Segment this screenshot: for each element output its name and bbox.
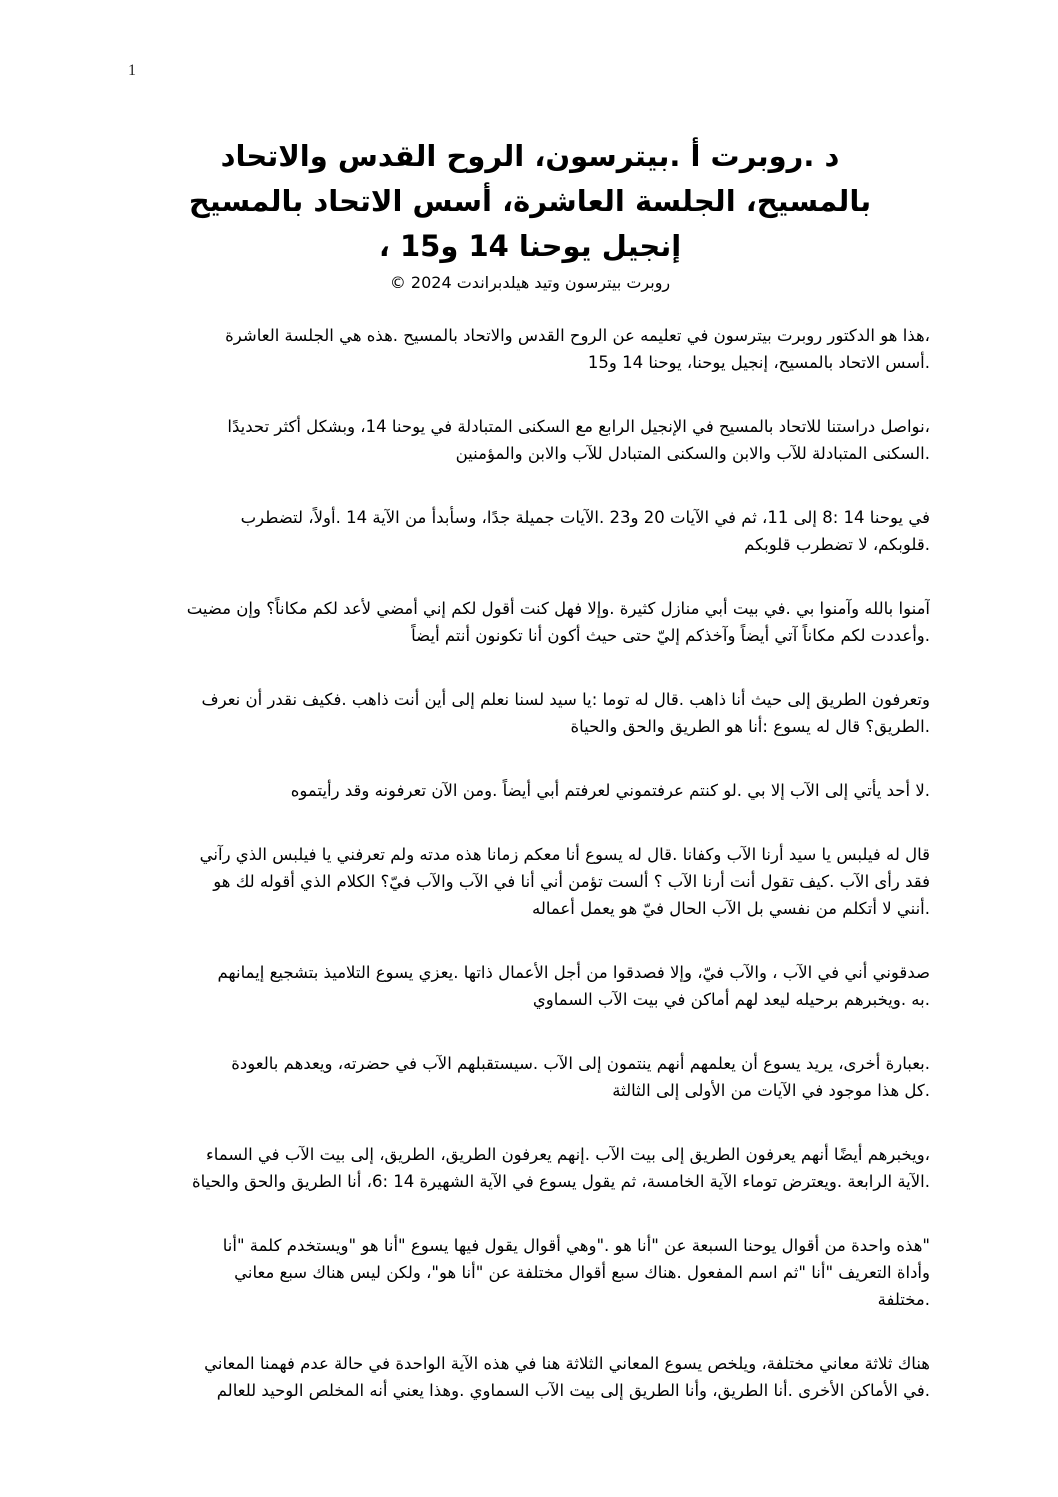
text-line: وتعرفون الطريق إلى حيث أنا ذاهب .قال له توما :يا سيد لسنا نعلم إلى أين أنت ذاهب .فكيف نقدر أن نعرف — [201, 690, 930, 709]
text-line: هناك ثلاثة معاني مختلفة، ويلخص يسوع المعاني الثلاثة هنا في هذه الآية الواحدة في حالة عدم فهمنا المعاني — [204, 1354, 930, 1373]
document-body — [130, 322, 930, 1441]
text-line: .وأعددت لكم مكاناً آتي أيضاً وآخذكم إليّ حتى حيث أكون أنا تكونون أنتم أيضاً — [411, 626, 930, 645]
text-line: صدقوني أني في الآب ، والآب فيّ، وإلا فصدقوا من أجل الأعمال ذاتها .يعزي يسوع التلاميذ بتشجيع إيمانهم — [217, 963, 930, 982]
text-line: آمنوا بالله وآمنوا بي .في بيت أبي منازل كثيرة .وإلا فهل كنت أقول لكم إني أمضي لأعد لكم مكاناً؟ وإن مضيت — [186, 599, 930, 618]
paragraph — [130, 595, 930, 649]
text-line: "هذه واحدة من أقوال يوحنا السبعة عن "أنا هو ."وهي أقوال يقول فيها يسوع "أنا هو "ويستخدم كلمة "أنا — [222, 1236, 930, 1255]
paragraph — [130, 1141, 930, 1195]
text-line: .لا أحد يأتي إلى الآب إلا بي .لو كنتم عرفتموني لعرفتم أبي أيضاً .ومن الآن تعرفونه وقد رأيتموه — [290, 781, 930, 800]
title-block — [130, 134, 930, 295]
text-line: ،هذا هو الدكتور روبرت بيترسون في تعليمه عن الروح القدس والاتحاد بالمسيح .هذه هي الجلسة العاشرة — [225, 326, 930, 345]
title-line: إنجيل يوحنا 14 و15 ، — [378, 229, 682, 263]
text-line: .بعبارة أخرى، يريد يسوع أن يعلمهم أنهم ينتمون إلى الآب .سيستقبلهم الآب في حضرته، ويعدهم بالعودة — [231, 1054, 930, 1073]
title-line: د .روبرت أ .بيترسون، الروح القدس والاتحاد — [220, 139, 840, 173]
paragraph — [130, 959, 930, 1013]
text-line: في يوحنا 14 :8 إلى 11، ثم في الآيات 20 و23 .الآيات جميلة جدًا، وسأبدأ من الآية 14 .أولاً، لتضطرب — [240, 508, 930, 527]
paragraph — [130, 1050, 930, 1104]
paragraph — [130, 686, 930, 740]
text-line: .كل هذا موجود في الآيات من الأولى إلى الثالثة — [612, 1081, 930, 1100]
paragraph — [130, 413, 930, 467]
text-line: .في الأماكن الأخرى .أنا الطريق، وأنا الطريق إلى بيت الآب السماوي .وهذا يعني أنه المخلص الوحيد للعالم — [216, 1381, 930, 1400]
text-line: ،نواصل دراستنا للاتحاد بالمسيح في الإنجيل الرابع مع السكنى المتبادلة في يوحنا 14، وبشكل أكثر تحديدًا — [227, 417, 930, 436]
text-line: .أنني لا أتكلم من نفسي بل الآب الحال فيّ هو يعمل أعماله — [531, 899, 930, 918]
paragraph — [130, 504, 930, 558]
text-line: .قلوبكم، لا تضطرب قلوبكم — [744, 535, 930, 554]
text-line: .مختلفة — [877, 1290, 930, 1309]
paragraph — [130, 777, 930, 804]
text-line: فقد رأى الآب .كيف تقول أنت أرنا الآب ؟ ألست تؤمن أني أنا في الآب والآب فيّ؟ الكلام الذي أقوله لك هو — [213, 872, 930, 891]
text-line: ،ويخبرهم أيضًا أنهم يعرفون الطريق إلى بيت الآب .إنهم يعرفون الطريق، الطريق، إلى بيت الآب في السماء — [206, 1145, 930, 1164]
text-line: وأداة التعريف "أنا "ثم اسم المفعول .هناك سبع أقوال مختلفة عن "أنا هو"، ولكن ليس هناك سبع معاني — [234, 1263, 930, 1282]
copyright-line: روبرت بيترسون وتيد هيلدبراندت 2024 © — [389, 273, 671, 292]
text-line: .الآية الرابعة .ويعترض توماء الآية الخامسة، ثم يقول يسوع في الآية الشهيرة 14 :6، أنا الطريق والحق والحياة — [191, 1172, 930, 1191]
page-number: 1 — [128, 62, 136, 79]
text-line: .به .ويخبرهم برحيله ليعد لهم أماكن في بيت الآب السماوي — [532, 990, 930, 1009]
text-line: .السكنى المتبادلة للآب والابن والسكنى المتبادل للآب والابن والمؤمنين — [455, 444, 930, 463]
paragraph — [130, 841, 930, 922]
text-line: قال له فيلبس يا سيد أرنا الآب وكفانا .قال له يسوع أنا معكم زمانا هذه مدته ولم تعرفني يا فيلبس الذي رآني — [199, 845, 930, 864]
text-line: .أسس الاتحاد بالمسيح، إنجيل يوحنا، يوحنا 14 و15 — [587, 353, 930, 372]
paragraph — [130, 1232, 930, 1313]
title-line: بالمسيح، الجلسة العاشرة، أسس الاتحاد بالمسيح — [188, 184, 872, 218]
paragraph — [130, 1350, 930, 1404]
text-line: .الطريق؟ قال له يسوع :أنا هو الطريق والحق والحياة — [570, 717, 930, 736]
paragraph — [130, 322, 930, 376]
